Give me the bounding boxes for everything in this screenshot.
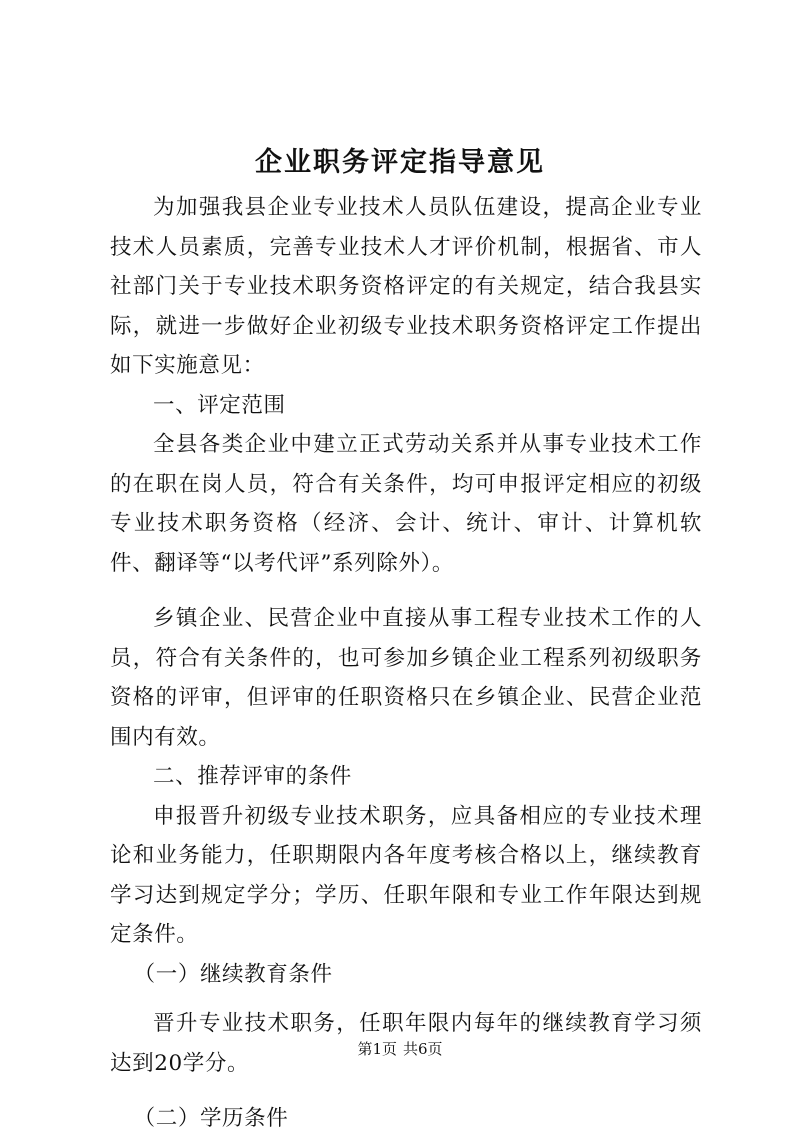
intro-paragraph: 为加强我县企业专业技术人员队伍建设，提高企业专业技术人员素质，完善专业技术人才评价机制，根据省、市人社部门关于专业技术职务资格评定的有关规定，结合我县实际，就进一步做好企业初级专业技术职务资格评定工作提出如下实施意见： (110, 195, 702, 378)
scope-paragraph-1: 全县各类企业中建立正式劳动关系并从事专业技术工作的在职在岗人员，符合有关条件，均可申报评定相应的初级专业技术职务资格（经济、会计、统计、审计、计算机软件、翻译等“以考代评”系列除外）。 (110, 432, 702, 576)
page-footer (0, 1038, 800, 1060)
subsection-heading-continuing-education: （一）继续教育条件 (133, 961, 333, 987)
section-heading-scope: 一、评定范围 (153, 392, 286, 418)
conditions-paragraph: 申报晋升初级专业技术职务，应具备相应的专业技术理论和业务能力，任职期限内各年度考核合格以上，继续教育学习达到规定学分；学历、任职年限和专业工作年限达到规定条件。 (110, 803, 702, 947)
subsection-heading-education: （二）学历条件 (133, 1106, 289, 1131)
scope-paragraph-2: 乡镇企业、民营企业中直接从事工程专业技术工作的人员，符合有关条件的，也可参加乡镇企业工程系列初级职务资格的评审，但评审的任职资格只在乡镇企业、民营企业范围内有效。 (110, 606, 702, 750)
page-total: 共6页 (403, 1040, 443, 1058)
continuing-education-paragraph: 晋升专业技术职务，任职年限内每年的继续教育学习须达到20学分。 (110, 1011, 702, 1076)
page-number: 第1页 (357, 1040, 397, 1058)
document-body (110, 188, 702, 1139)
section-heading-conditions: 二、推荐评审的条件 (153, 764, 352, 789)
document-title: 企业职务评定指导意见 (255, 147, 545, 178)
